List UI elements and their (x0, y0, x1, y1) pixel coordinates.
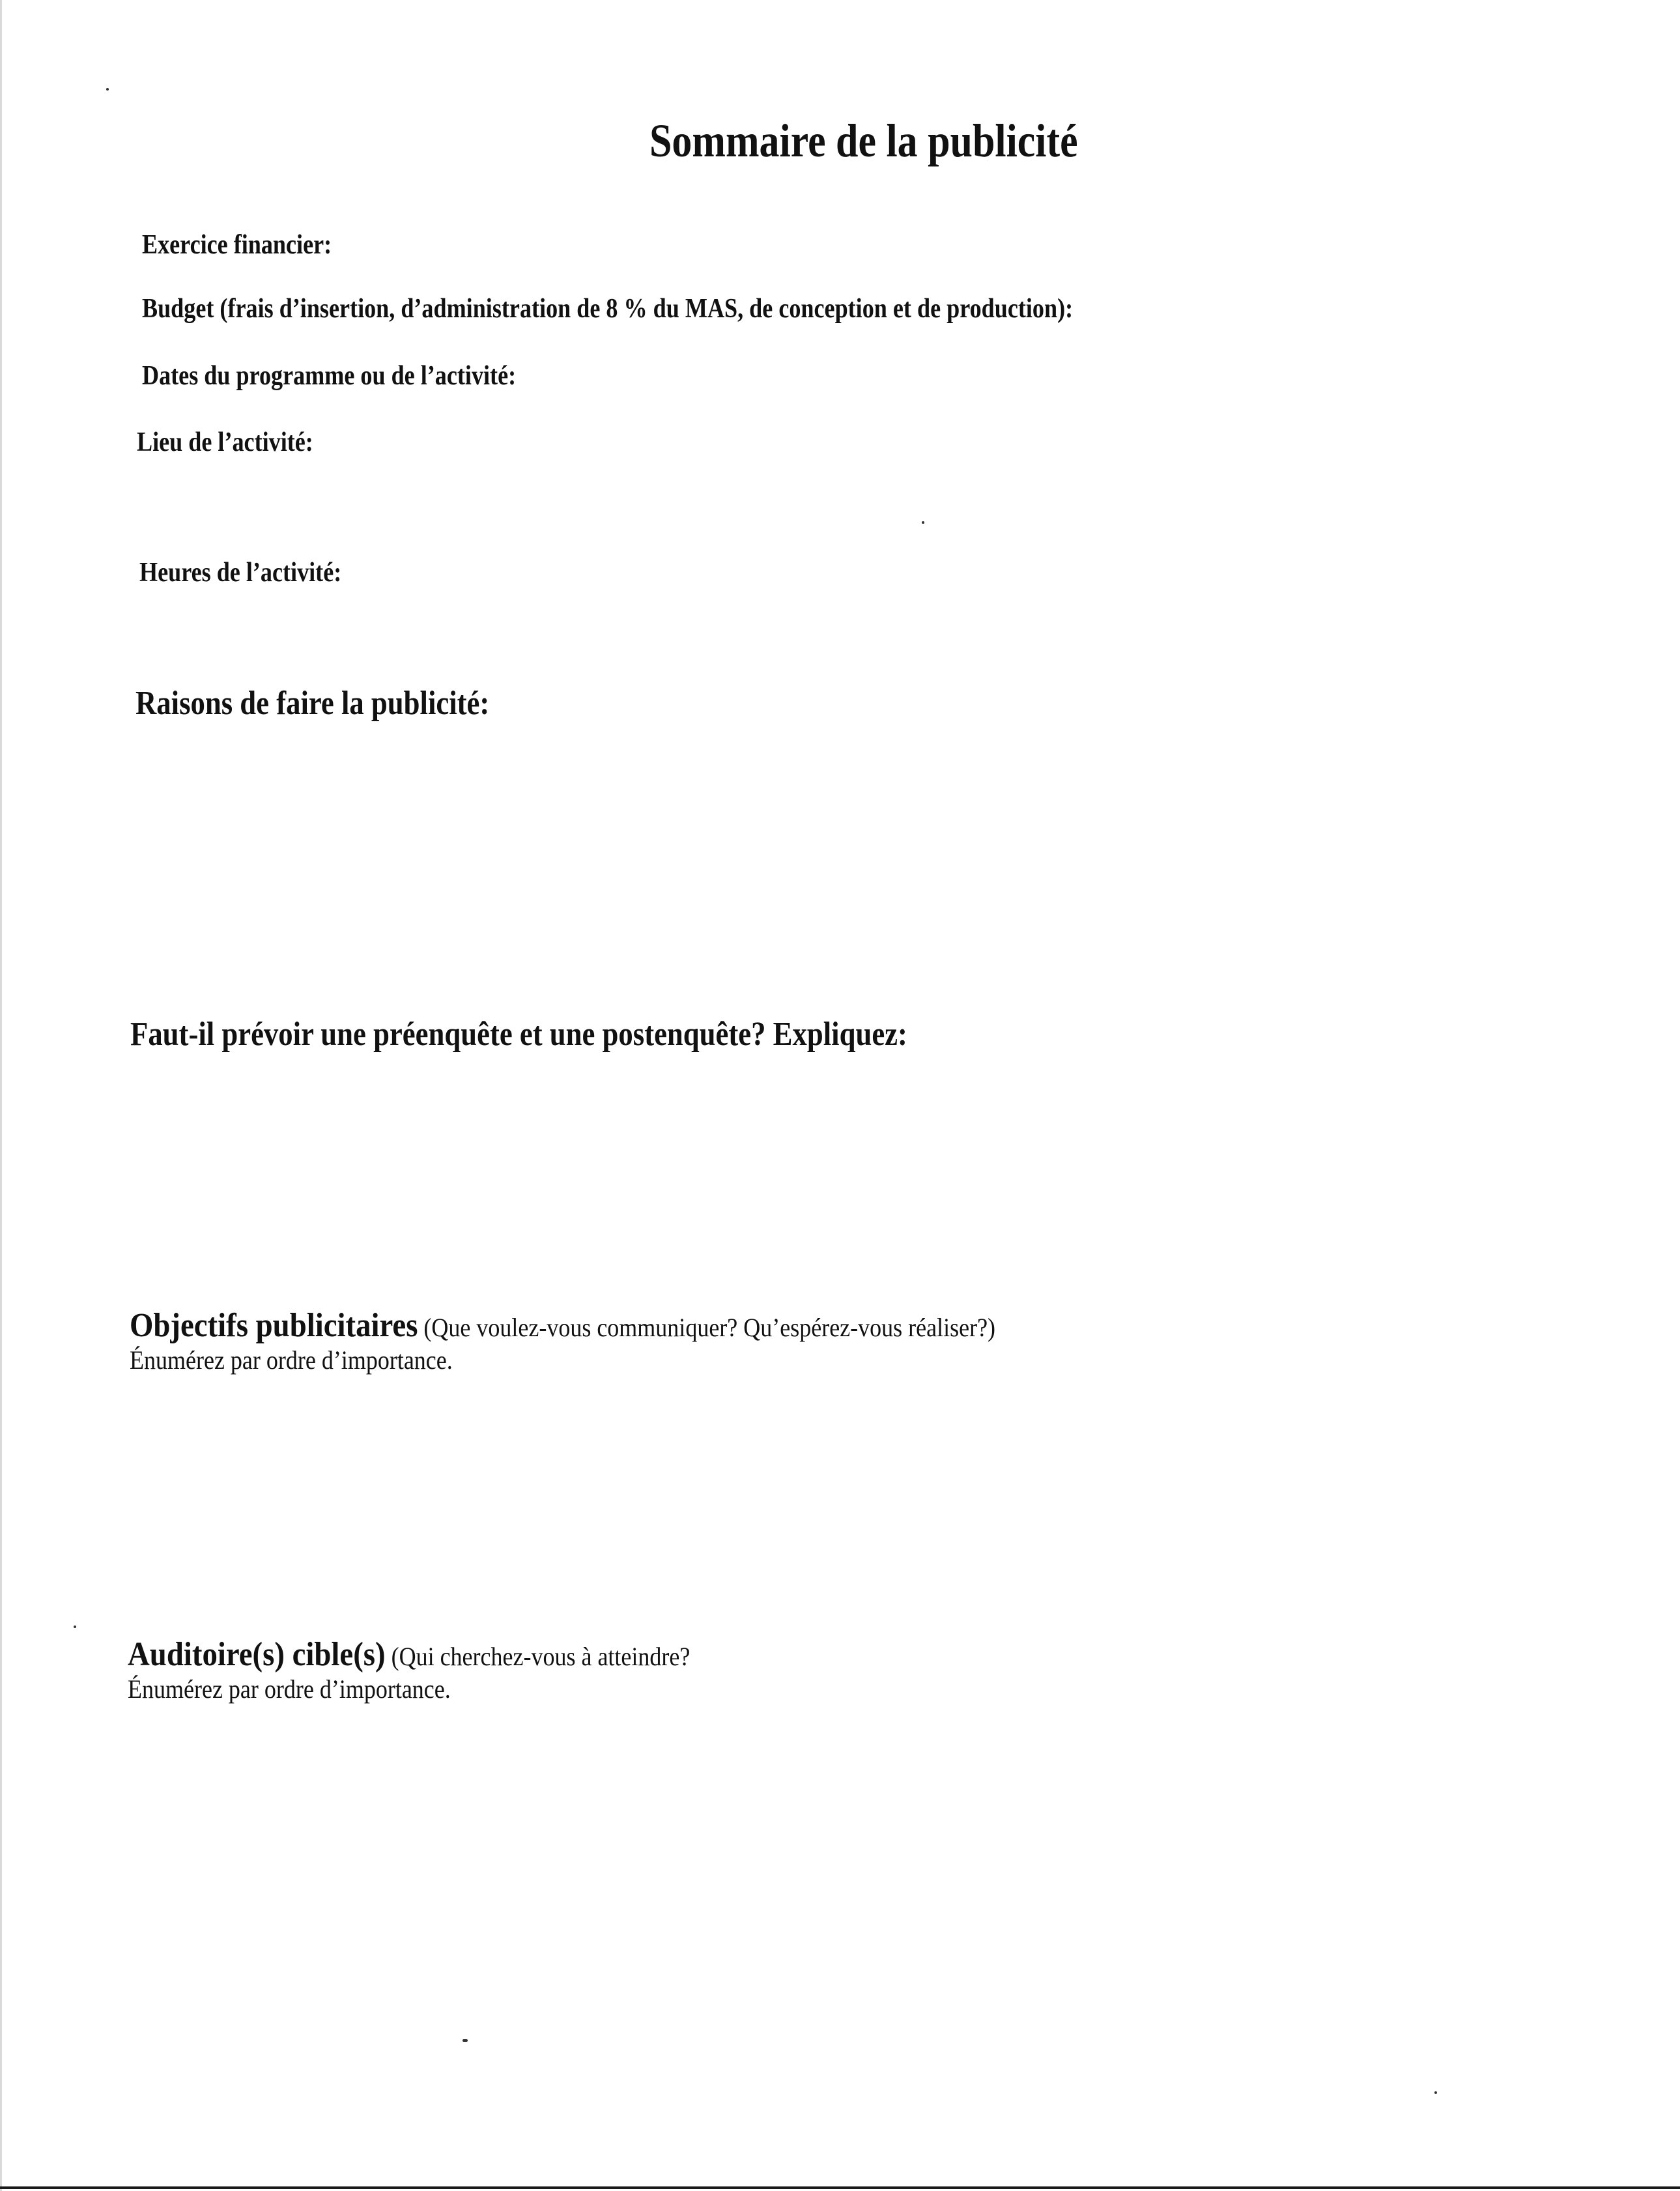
section-heading-enquete: Faut-il prévoir une préenquête et une postenquête? Expliquez: (130, 1016, 907, 1053)
field-label-budget: Budget (frais d’insertion, d’administration de 8 % du MAS, de conception et de production): (142, 294, 1074, 324)
scan-speck (463, 2039, 468, 2042)
field-label-dates: Dates du programme ou de l’activité: (142, 361, 517, 391)
scan-speck (922, 521, 924, 524)
objectifs-instruction: Énumérez par ordre d’importance. (130, 1345, 453, 1375)
auditoires-instruction: Énumérez par ordre d’importance. (128, 1674, 451, 1704)
scan-speck (1434, 2091, 1437, 2094)
section-heading-objectifs: Objectifs publicitaires (130, 1307, 418, 1344)
field-label-exercice: Exercice financier: (142, 230, 332, 260)
objectifs-heading-line (130, 1307, 996, 1344)
section-heading-auditoires: Auditoire(s) cible(s) (128, 1636, 386, 1673)
scan-bottom-edge (0, 2186, 1680, 2189)
scan-speck (74, 1625, 76, 1628)
scan-left-edge (0, 0, 2, 2191)
page-title: Sommaire de la publicité (649, 115, 1078, 167)
scan-speck (106, 88, 109, 91)
field-label-heures: Heures de l’activité: (139, 558, 342, 588)
objectifs-question: (Que voulez-vous communiquer? Qu’espérez-vous réaliser?) (418, 1313, 996, 1342)
section-objectifs (130, 1307, 996, 1377)
section-auditoires (128, 1636, 691, 1706)
section-heading-raisons: Raisons de faire la publicité: (135, 685, 490, 722)
auditoires-heading-line (128, 1636, 691, 1673)
field-label-lieu: Lieu de l’activité: (137, 427, 313, 457)
auditoires-question: (Qui cherchez-vous à atteindre? (385, 1642, 691, 1671)
